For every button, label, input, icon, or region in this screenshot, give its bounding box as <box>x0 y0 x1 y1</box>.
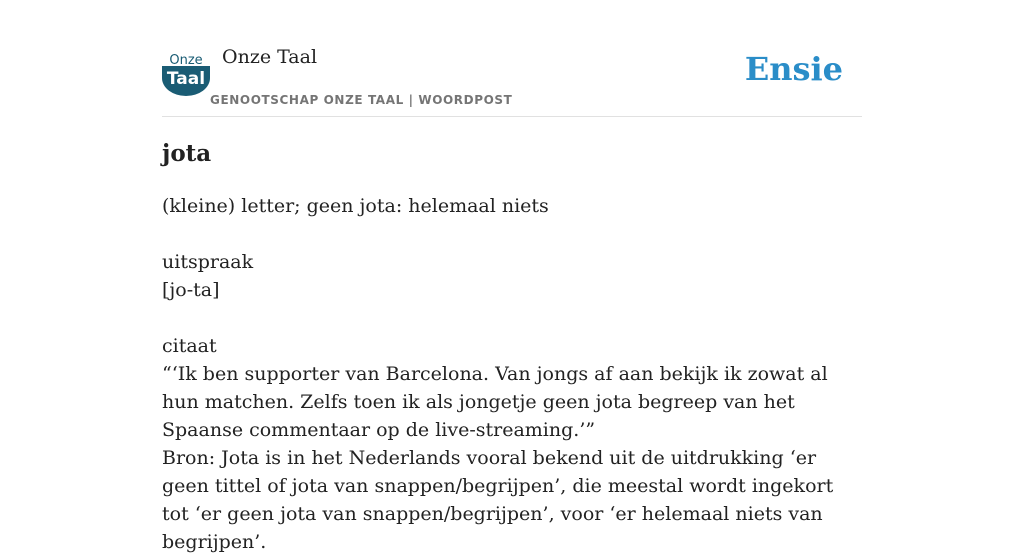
onze-taal-logo[interactable] <box>162 52 210 96</box>
entry-content <box>162 138 862 556</box>
spacer <box>162 220 862 248</box>
quote-text: “‘Ik ben supporter van Barcelona. Van jongs af aan bekijk ik zowat al hun matchen. Zelfs toen ik als jongetje geen jota begreep van het Spaanse commentaar op de live-streaming.’” <box>162 363 828 441</box>
quote-label: citaat <box>162 335 217 357</box>
entry-word: jota <box>162 140 212 167</box>
site-name[interactable]: Onze Taal <box>222 46 318 68</box>
page-header <box>162 44 862 117</box>
entry-definition: (kleine) letter; geen jota: helemaal niets <box>162 195 549 217</box>
pronunciation-value: [jo-ta] <box>162 279 220 301</box>
logo-text-top: Onze <box>169 53 203 68</box>
ensie-brand-logo[interactable]: Ensie <box>744 50 843 88</box>
logo-text-bottom: Taal <box>166 69 206 89</box>
source-text: Bron: Jota is in het Nederlands vooral bekend uit de uitdrukking ‘er geen tittel of jota van snappen/begrijpen’, die meestal wordt ingekort tot ‘er geen jota van snappen/begrijpen’, voor ‘er helemaal niets van begrijpen’. <box>162 447 834 553</box>
site-subtitle: GENOOTSCHAP ONZE TAAL | WOORDPOST <box>210 93 513 107</box>
pronunciation-label: uitspraak <box>162 251 254 273</box>
spacer <box>162 304 862 332</box>
